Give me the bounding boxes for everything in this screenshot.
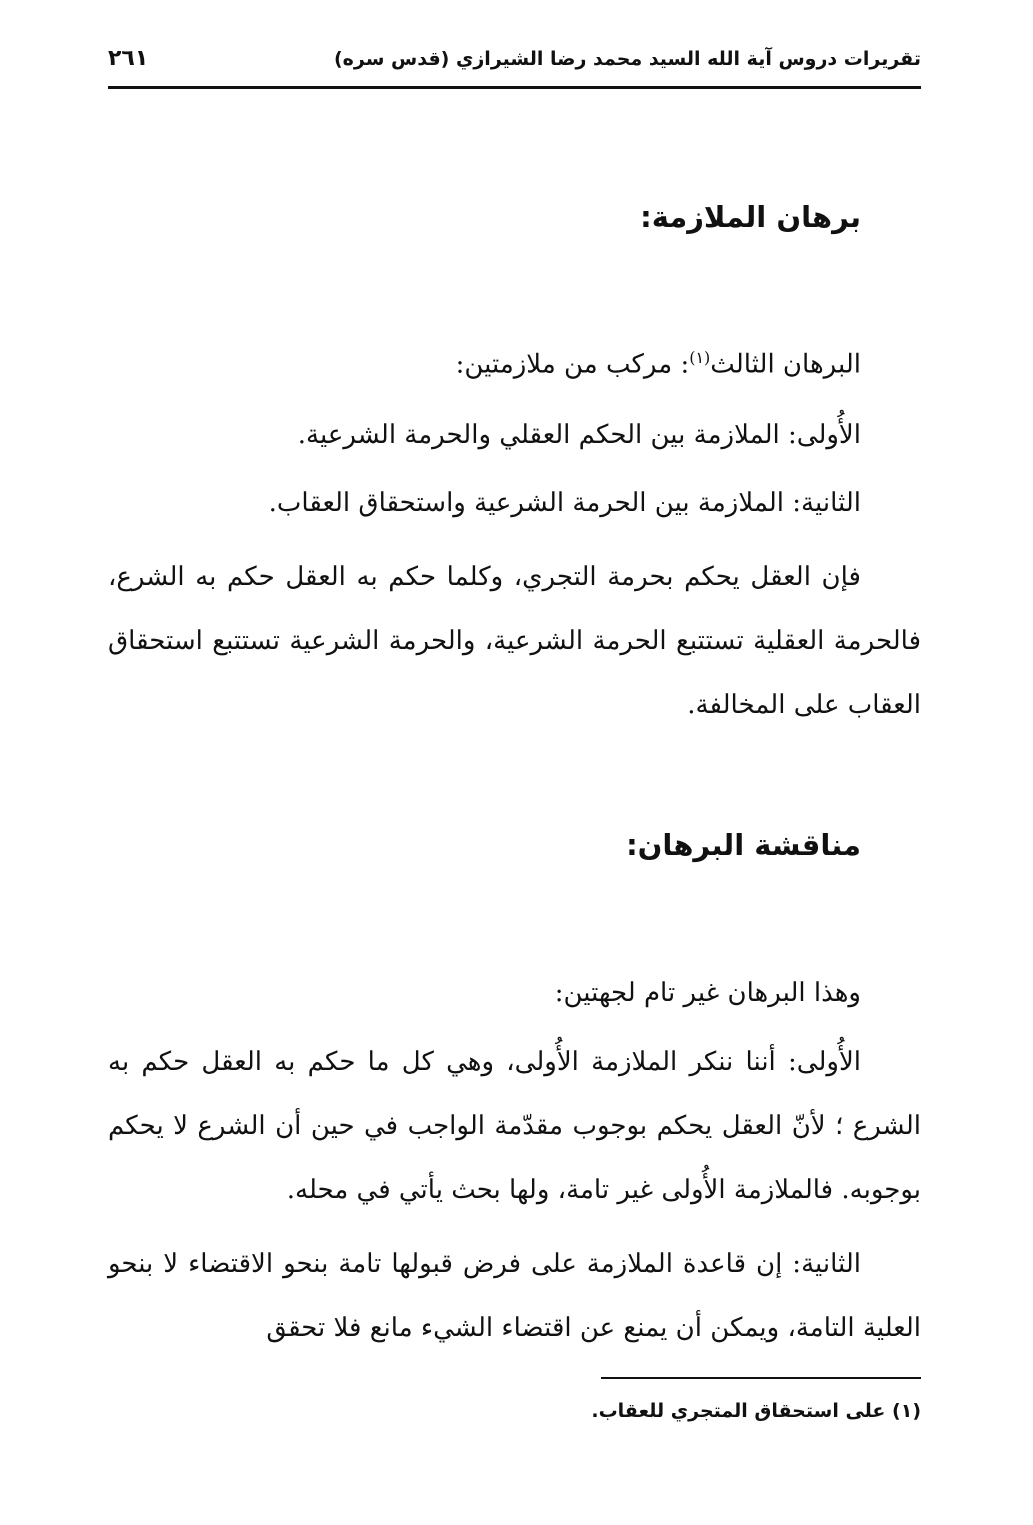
section-heading-mulazama: برهان الملازمة: [640, 200, 861, 234]
footnote: (١) على استحقاق المتجري للعقاب. [591, 1400, 921, 1422]
running-title: تقريرات دروس آية الله السيد محمد رضا الشيرازي (قدس سره) [334, 48, 921, 70]
paragraph-second-objection: الثانية: إن قاعدة الملازمة على فرض قبولها تامة بنحو الاقتضاء لا بنحو العلية التامة، ويمكن أن يمنع عن اقتضاء الشيء مانع فلا تحقق [108, 1249, 921, 1343]
footnote-marker: (١) [689, 348, 711, 367]
text-line-first-mulazama: الأُولى: الملازمة بين الحكم العقلي والحرمة الشرعية. [297, 420, 861, 450]
third-proof-label: البرهان الثالث [710, 349, 861, 380]
footnote-divider [601, 1377, 921, 1379]
paragraph-reason: فإن العقل يحكم بحرمة التجري، وكلما حكم به العقل حكم به الشرع، فالحرمة العقلية تستتبع الحرمة الشرعية، والحرمة الشرعية تستتبع استحقاق العقاب على المخالفة. [108, 562, 921, 720]
page-number: ٢٦١ [108, 46, 149, 71]
page-header [108, 38, 921, 89]
text-line-third-proof [456, 333, 861, 390]
section-heading-discussion: مناقشة البرهان: [626, 828, 861, 862]
text-line-second-mulazama: الثانية: الملازمة بين الحرمة الشرعية واستحقاق العقاب. [268, 488, 861, 518]
text-line-intro: وهذا البرهان غير تام لجهتين: [554, 978, 861, 1008]
paragraph-first-objection: الأُولى: أننا ننكر الملازمة الأُولى، وهي كل ما حكم به العقل حكم به الشرع ؛ لأنّ العقل يحكم بوجوب مقدّمة الواجب في حين أن الشرع لا يحكم بوجوبه. فالملازمة الأُولى غير تامة، ولها بحث يأتي في محله. [108, 1047, 921, 1205]
third-proof-rest: : مركب من ملازمتين: [455, 349, 690, 380]
